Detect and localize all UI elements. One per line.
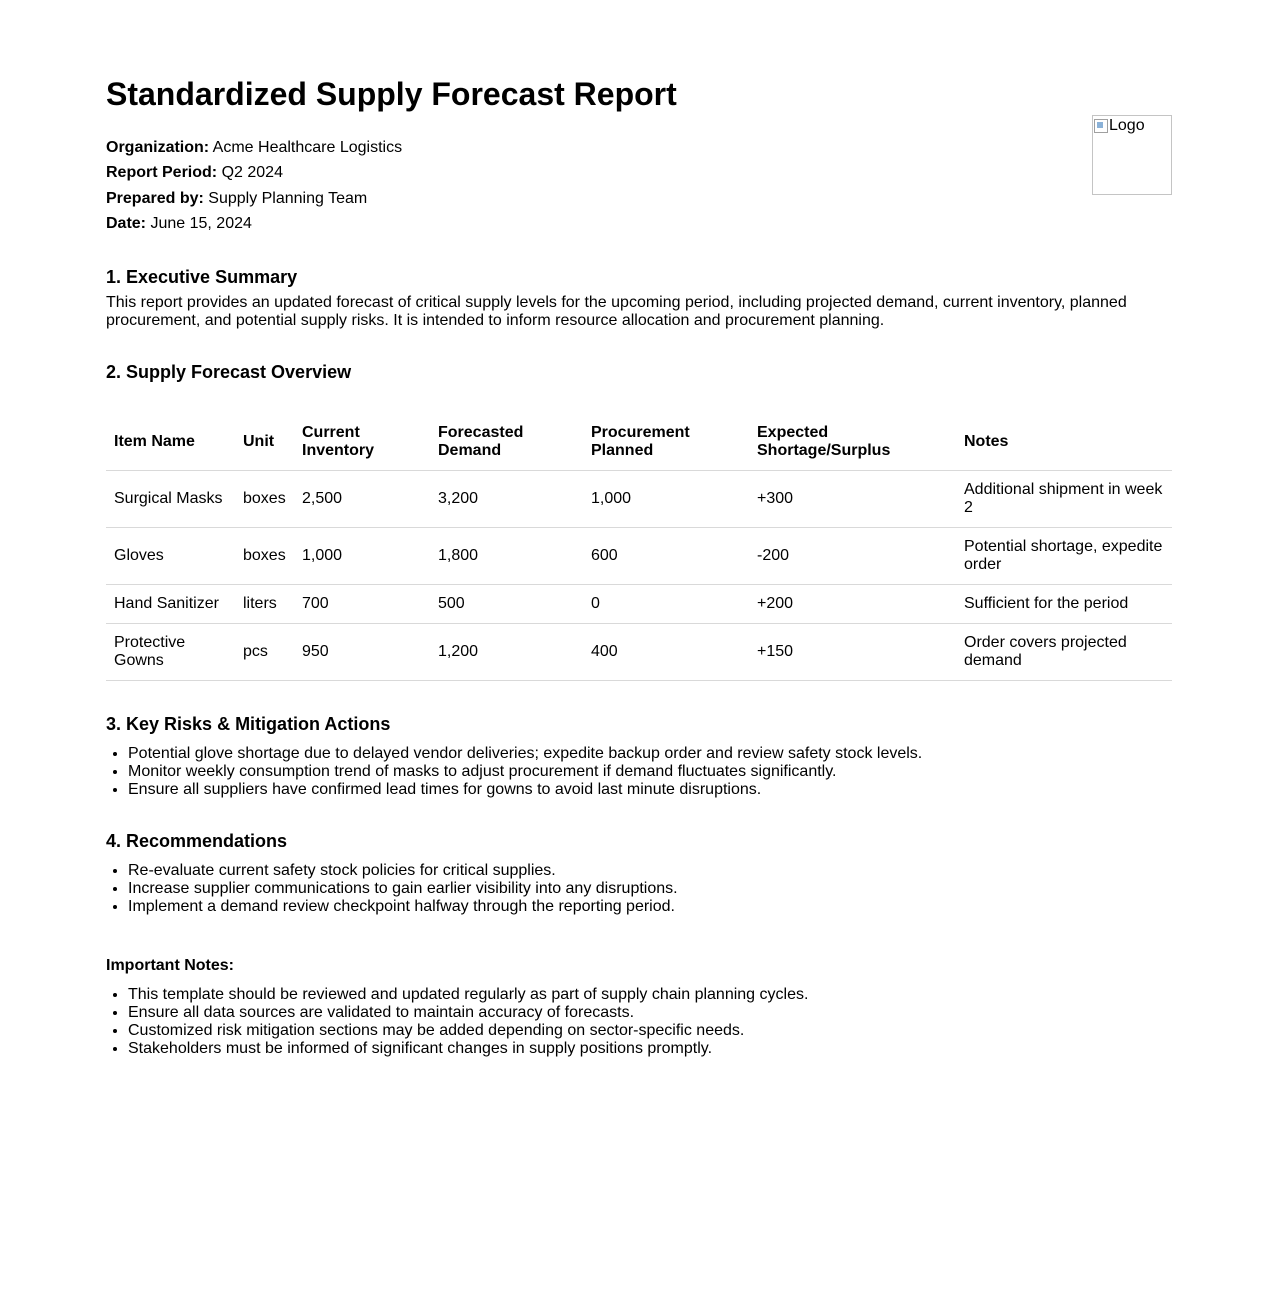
supply-forecast-table	[106, 414, 1172, 681]
report-title: Standardized Supply Forecast Report	[106, 76, 677, 112]
prepared-value: Supply Planning Team	[208, 189, 368, 207]
table-cell: 0	[583, 585, 749, 624]
table-cell: boxes	[235, 528, 294, 585]
list-item: • Re-evaluate current safety stock policies for critical supplies.	[128, 862, 678, 880]
important-notes-heading: Important Notes:	[106, 957, 234, 974]
table-cell: 400	[583, 624, 749, 681]
column-header: Notes	[956, 414, 1172, 471]
logo-alt-text: Logo	[1109, 117, 1145, 134]
table-cell: 950	[294, 624, 430, 681]
period-label: Report Period:	[106, 164, 218, 182]
table-cell: Protective Gowns	[106, 624, 235, 681]
list-item: • Implement a demand review checkpoint halfway through the reporting period.	[128, 898, 678, 916]
table-cell: Order covers projected demand	[956, 624, 1172, 681]
table-row	[106, 624, 1172, 681]
table-cell: Gloves	[106, 528, 235, 585]
table-cell: Surgical Masks	[106, 471, 235, 528]
table-cell: 1,000	[294, 528, 430, 585]
recommendations-list	[106, 862, 678, 916]
date-label: Date:	[106, 214, 147, 232]
table-cell: 1,000	[583, 471, 749, 528]
column-header: Unit	[235, 414, 294, 471]
column-header: Current Inventory	[294, 414, 430, 471]
list-item: • Potential glove shortage due to delayed vendor deliveries; expedite backup order and review safety stock levels.	[128, 745, 922, 763]
list-item: • This template should be reviewed and updated regularly as part of supply chain planning cycles.	[128, 986, 808, 1004]
table-cell: Potential shortage, expedite order	[956, 528, 1172, 585]
table-cell: liters	[235, 585, 294, 624]
table-cell: +150	[749, 624, 956, 681]
table-cell: 700	[294, 585, 430, 624]
meta-date	[106, 211, 402, 236]
list-item: • Ensure all suppliers have confirmed lead times for gowns to avoid last minute disruptions.	[128, 781, 922, 799]
risks-list	[106, 745, 922, 799]
meta-prepared	[106, 186, 402, 211]
table-cell: Hand Sanitizer	[106, 585, 235, 624]
key-risks-heading: 3. Key Risks & Mitigation Actions	[106, 714, 391, 734]
recommendations-heading: 4. Recommendations	[106, 831, 288, 851]
table-cell: 600	[583, 528, 749, 585]
table-cell: Sufficient for the period	[956, 585, 1172, 624]
table-row	[106, 528, 1172, 585]
report-meta	[106, 135, 402, 236]
list-item: • Increase supplier communications to gain earlier visibility into any disruptions.	[128, 880, 678, 898]
table-cell: +300	[749, 471, 956, 528]
organization-label: Organization:	[106, 139, 210, 156]
table-cell: 1,200	[430, 624, 583, 681]
column-header: Item Name	[106, 414, 235, 471]
date-value: June 15, 2024	[150, 214, 252, 232]
table-row	[106, 471, 1172, 528]
table-header-row	[106, 414, 1172, 471]
table-cell: Additional shipment in week 2	[956, 471, 1172, 528]
meta-period	[106, 160, 402, 185]
executive-summary-heading: 1. Executive Summary	[106, 267, 298, 287]
table-cell: 1,800	[430, 528, 583, 585]
organization-value: Acme Healthcare Logistics	[212, 139, 403, 156]
executive-summary-text: This report provides an updated forecast of critical supply levels for the upcoming period, including projected demand, current inventory, planned procurement, and potential supply risks. It is intended to inform resource allocation and procurement planning.	[106, 294, 1127, 329]
meta-organization	[106, 135, 402, 160]
broken-image-icon	[1094, 119, 1108, 133]
supply-overview-heading: 2. Supply Forecast Overview	[106, 362, 352, 382]
table-cell: pcs	[235, 624, 294, 681]
column-header: Procurement Planned	[583, 414, 749, 471]
table-cell: +200	[749, 585, 956, 624]
table-cell: boxes	[235, 471, 294, 528]
list-item: • Ensure all data sources are validated to maintain accuracy of forecasts.	[128, 1004, 808, 1022]
table-cell: -200	[749, 528, 956, 585]
list-item: • Customized risk mitigation sections may be added depending on sector-specific needs.	[128, 1022, 808, 1040]
table-row	[106, 585, 1172, 624]
list-item: • Stakeholders must be informed of significant changes in supply positions promptly.	[128, 1040, 808, 1058]
period-value: Q2 2024	[221, 164, 283, 182]
table-cell: 2,500	[294, 471, 430, 528]
important-notes-list	[106, 986, 808, 1058]
table-cell: 500	[430, 585, 583, 624]
logo-image-placeholder	[1092, 115, 1172, 195]
column-header: Forecasted Demand	[430, 414, 583, 471]
table-cell: 3,200	[430, 471, 583, 528]
column-header: Expected Shortage/Surplus	[749, 414, 956, 471]
prepared-label: Prepared by:	[106, 189, 204, 207]
list-item: • Monitor weekly consumption trend of masks to adjust procurement if demand fluctuates significantly.	[128, 763, 922, 781]
